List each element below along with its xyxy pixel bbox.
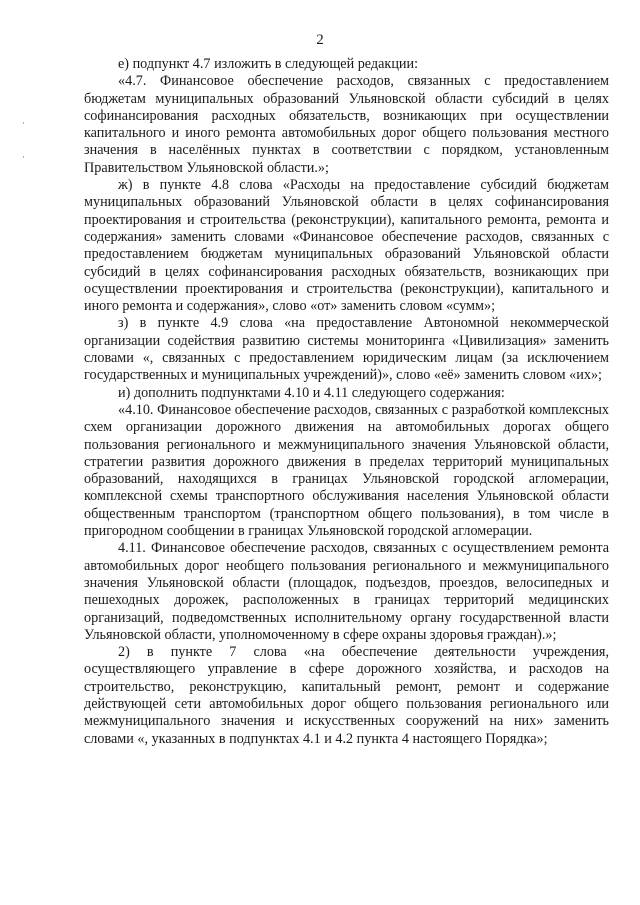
- scan-margin-mark: ·: [22, 152, 25, 162]
- paragraph-item-2: 2) в пункте 7 слова «на обеспечение деятельности учреждения, осуществляющего управление в сфере дорожного хозяйства, и расходов на строительство, реконструкцию, капитальный ремонт, ремонт и содержание действующей сети автомобильных дорог общего пользования регионального или межмуниципального значения и искусственных сооружений на них» заменить словами «, указанных в подпунктах 4.1 и 4.2 пункта 4 настоящего Порядка»;: [84, 644, 609, 747]
- paragraph-item-e: е) подпункт 4.7 изложить в следующей редакции:: [118, 56, 419, 72]
- paragraph-clause-4-7: «4.7. Финансовое обеспечение расходов, связанных с предоставлением бюджетам муниципальных образований Ульяновской области субсидий в целях софинансирования расходных обязательств, возникающих при осуществлении капитального и иного ремонта автомобильных дорог общего пользования местного значения в населённых пунктах в соответствии с порядком, установленным Правительством Ульяновской области.»;: [84, 73, 609, 176]
- paragraph-item-i: и) дополнить подпунктами 4.10 и 4.11 следующего содержания:: [118, 384, 505, 401]
- paragraph-item-z: з) в пункте 4.9 слова «на предоставление Автономной некоммерческой организации содействия развитию системы мониторинга «Цивилизация» заменить словами «, связанных с предоставлением юридическим лицам (за исключением государственных и муниципальных учреждений)», слово «её» заменить словом «их»;: [84, 315, 609, 384]
- paragraph-clause-4-10: «4.10. Финансовое обеспечение расходов, связанных с разработкой комплексных схем организации дорожного движения на автомобильных дорогах общего пользования регионального и межмуниципального значения Ульяновской области, стратегии развития дорожного движения в пределах территорий муниципальных образований, находящихся в границах Ульяновской городской агломерации, комплексной схемы транспортного обслуживания населения Ульяновской области общественным транспортом (транспортном общего пользования), в том числе в пригородном сообщении в границах Ульяновской городской агломерации.: [84, 401, 609, 540]
- scan-margin-mark: ·: [22, 118, 25, 128]
- paragraph-item-zh: ж) в пункте 4.8 слова «Расходы на предоставление субсидий бюджетам муниципальных образований Ульяновской области в целях софинансирования проектирования и строительства (реконструкции), капитального ремонта, ремонта и содержания» заменить словами «Финансовое обеспечение расходов, связанных с предоставлением бюджетам муниципальных образований Ульяновской области субсидий в целях софинансирования расходных обязательств, возникающих при осуществлении проектирования и строительства (реконструкции), капитального и иного ремонта и содержания», слово «от» заменить словом «сумм»;: [84, 177, 609, 315]
- page-number: 2: [316, 32, 324, 48]
- paragraph-clause-4-11: 4.11. Финансовое обеспечение расходов, связанных с осуществлением ремонта автомобильных дорог необщего пользования регионального и межмуниципального значения Ульяновской области (площадок, подъездов, проездов, велосипедных и пешеходных дорожек, расположенных в границах территорий медицинских организаций, подведомственных исполнительному органу государственной власти Ульяновской области, уполномоченному в сфере охраны здоровья граждан).»;: [84, 540, 609, 643]
- document-body: [84, 56, 609, 748]
